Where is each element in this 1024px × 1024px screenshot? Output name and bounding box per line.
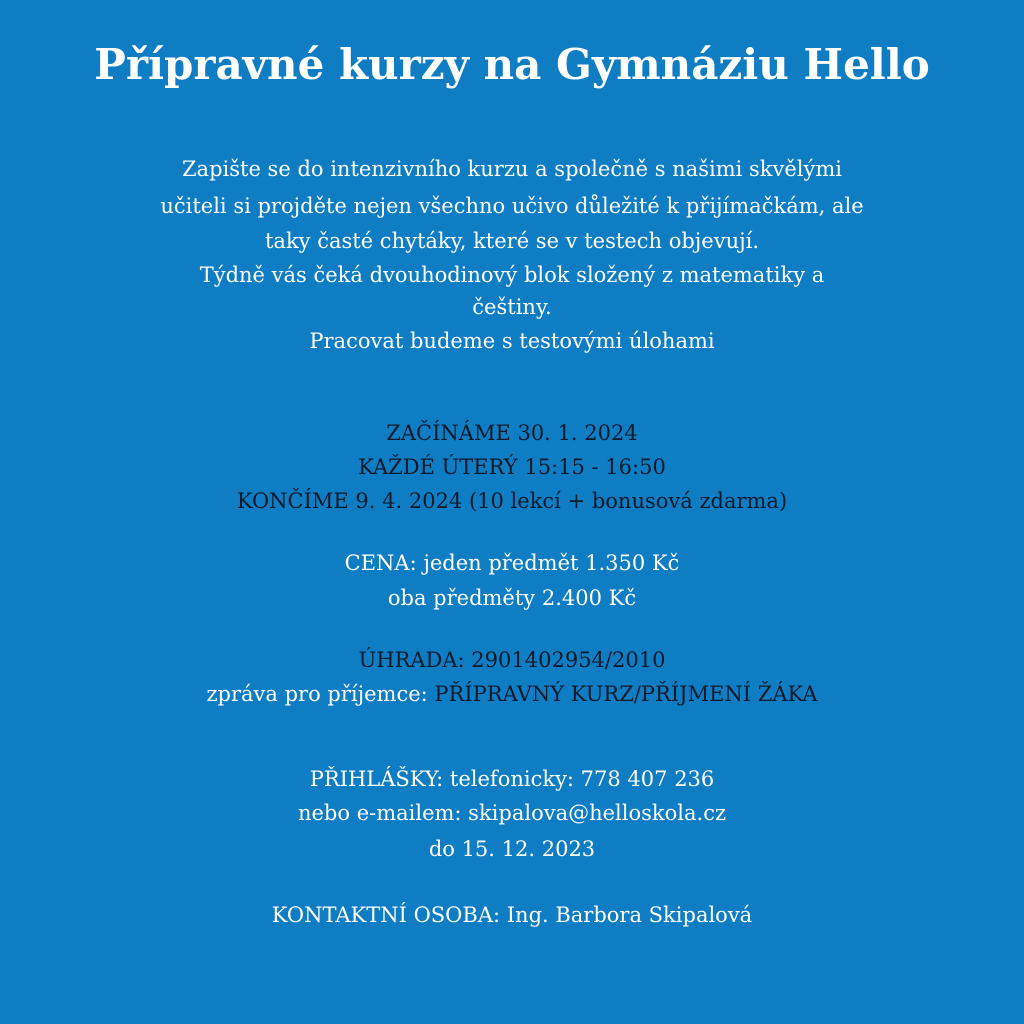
price-both-subjects: oba předměty 2.400 Kč bbox=[387, 586, 637, 610]
payment-account: ÚHRADA: 2901402954/2010 bbox=[358, 648, 666, 672]
intro-line: Zapište se do intenzivního kurzu a společně s našimi skvělými bbox=[181, 157, 843, 181]
payment-message-value: PŘÍPRAVNÝ KURZ/PŘÍJMENÍ ŽÁKA bbox=[434, 682, 818, 706]
intro-line: taky časté chytáky, které se v testech objevují. bbox=[264, 229, 760, 253]
intro-line: Pracovat budeme s testovými úlohami bbox=[309, 329, 715, 353]
payment-message-label: zpráva pro příjemce: bbox=[206, 682, 428, 706]
intro-line: Týdně vás čeká dvouhodinový blok složený z matematiky a bbox=[199, 263, 825, 287]
registration-phone: PŘIHLÁŠKY: telefonicky: 778 407 236 bbox=[309, 767, 715, 791]
registration-deadline: do 15. 12. 2023 bbox=[428, 837, 596, 861]
intro-line: učiteli si projděte nejen všechno učivo důležité k přijímačkám, ale bbox=[160, 194, 864, 218]
intro-line: češtiny. bbox=[472, 295, 552, 319]
payment-message bbox=[0, 684, 1024, 705]
start-date: ZAČÍNÁME 30. 1. 2024 bbox=[386, 421, 638, 445]
weekly-time: KAŽDÉ ÚTERÝ 15:15 - 16:50 bbox=[358, 455, 666, 479]
price-one-subject: CENA: jeden předmět 1.350 Kč bbox=[344, 551, 680, 575]
contact-person: KONTAKTNÍ OSOBA: Ing. Barbora Skipalová bbox=[271, 903, 753, 927]
registration-email: nebo e-mailem: skipalova@helloskola.cz bbox=[297, 801, 727, 825]
page-title: Přípravné kurzy na Gymnáziu Hello bbox=[94, 40, 930, 89]
end-date: KONČÍME 9. 4. 2024 (10 lekcí + bonusová zdarma) bbox=[236, 489, 788, 513]
